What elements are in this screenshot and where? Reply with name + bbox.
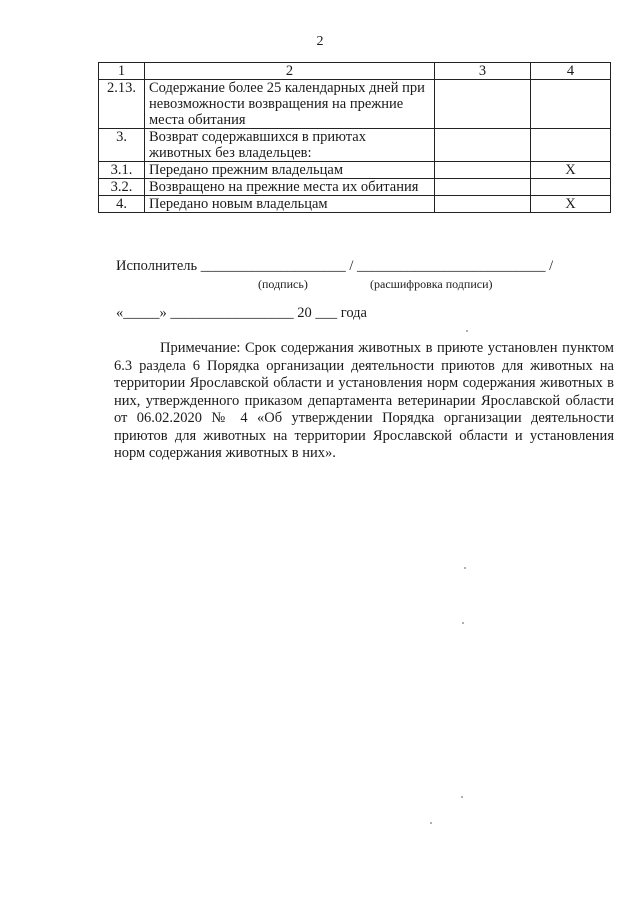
row-number: 3. (99, 129, 145, 162)
table-row (99, 80, 611, 129)
note-text: Примечание: Срок содержания животных в приюте установлен пунктом 6.3 раздела 6 Порядка организации деятельности приютов для животных на территории Ярославской области и установления норм содержания животных в них, утвержденного приказом департамента ветеринарии Ярославской области от 06.02.2020 № 4 «Об утверждении Порядка организации деятельности приютов для животных на территории Ярославской области и установления норм содержания животных в них». (114, 340, 614, 461)
header-cell: 4 (531, 63, 611, 80)
row-number: 4. (99, 196, 145, 213)
table-row (99, 129, 611, 162)
row-text: Содержание более 25 календарных дней при невозможности возвращения на прежние места обитания (145, 80, 435, 129)
row-text: Возвращено на прежние места их обитания (145, 179, 435, 196)
page-number: 2 (316, 34, 324, 49)
scan-speck (430, 822, 432, 824)
row-number: 3.2. (99, 179, 145, 196)
row-cell-4 (531, 179, 611, 196)
header-cell: 1 (99, 63, 145, 80)
header-cell: 2 (145, 63, 435, 80)
date-line: «_____» _________________ 20 ___ года (116, 305, 367, 321)
scan-speck (466, 330, 468, 332)
row-cell-3 (435, 80, 531, 129)
scan-speck (464, 567, 466, 569)
signature-caption: (подпись) (258, 277, 308, 291)
row-number: 2.13. (99, 80, 145, 129)
row-cell-3 (435, 129, 531, 162)
table-row (99, 162, 611, 179)
row-cell-3 (435, 196, 531, 213)
signature-line: Исполнитель ____________________ / __________________________ / (116, 258, 554, 274)
table-header-row (99, 63, 611, 80)
row-cell-4 (531, 129, 611, 162)
table-row (99, 196, 611, 213)
row-text: Возврат содержавшихся в приютах животных без владельцев: (145, 129, 435, 162)
row-text: Передано прежним владельцам (145, 162, 435, 179)
scan-speck (462, 622, 464, 624)
note-paragraph (114, 340, 614, 463)
scan-speck (461, 796, 463, 798)
row-cell-4: Х (531, 196, 611, 213)
report-table (98, 62, 611, 213)
decoding-caption: (расшифровка подписи) (370, 277, 493, 291)
row-cell-3 (435, 162, 531, 179)
row-text: Передано новым владельцам (145, 196, 435, 213)
row-cell-3 (435, 179, 531, 196)
row-cell-4 (531, 80, 611, 129)
row-cell-4: Х (531, 162, 611, 179)
row-number: 3.1. (99, 162, 145, 179)
table-row (99, 179, 611, 196)
header-cell: 3 (435, 63, 531, 80)
